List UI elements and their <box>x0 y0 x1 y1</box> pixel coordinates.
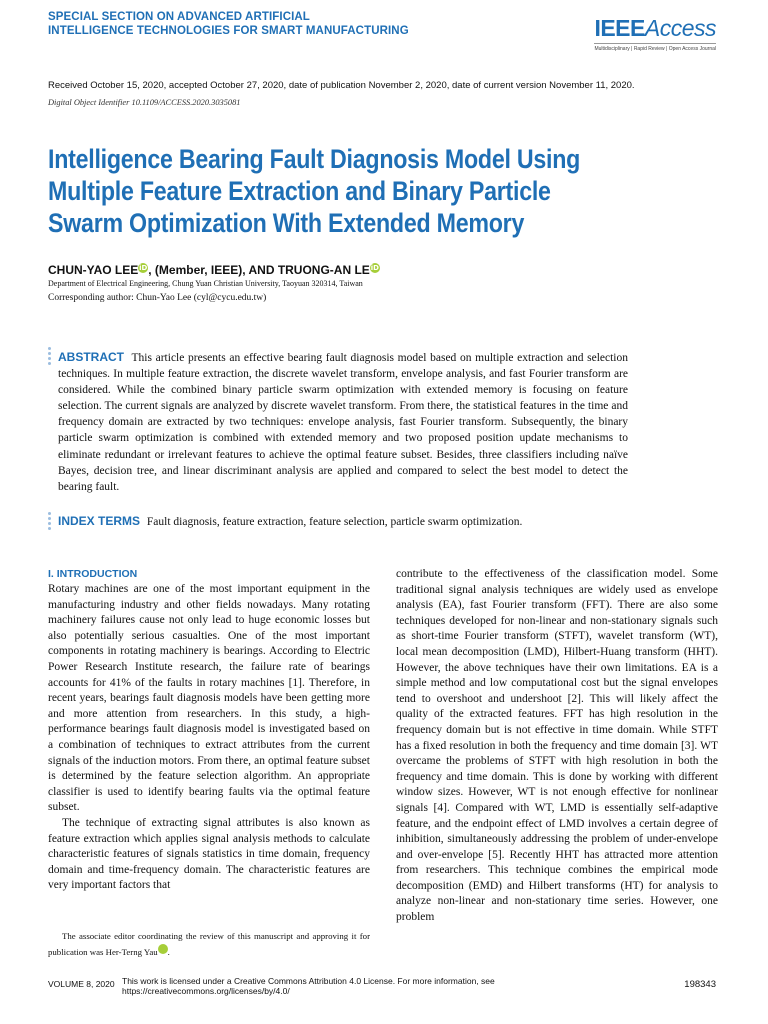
abstract-marker-icon <box>48 347 52 367</box>
author-name-1: CHUN-YAO LEE <box>48 263 139 277</box>
author-line-rest: , (Member, IEEE), AND TRUONG-AN LE <box>148 263 370 277</box>
body-column-right <box>396 567 718 926</box>
logo-italic-text: Access <box>644 15 716 41</box>
journal-logo-wordmark <box>594 16 716 40</box>
journal-logo <box>594 16 716 52</box>
index-terms <box>58 514 522 528</box>
index-terms-label: INDEX TERMS <box>58 514 141 528</box>
body-paragraph: contribute to the effectiveness of the classification model. Some traditional signal analysis techniques are widely used as envelope analysis (EA), fast Fourier transform (FFT). There are also some techniques developed for non-linear and non-stationary signals such as short-time Fourier transform (STFT), wavelet transform (WT), local mean decomposition (LMD), Hilbert-Huang transform (HHT). However, the above techniques have their own limitations. EA is a simple method and low computational cost but the signal envelopes tend to overshoot and undershoot [2]. This will likely affect the quality of the extracted features. FFT has high resolution in the frequency domain but is not effective in time domain. While STFT has a fixed resolution in both the frequency and time domain [3]. WT overcame the problems of STFT with high resolution in both the frequency and time domain. This is done by working with different window sizes. However, WT is not enough effective for nonlinear signals [4]. Compared with WT, LMD is essentially self-adaptive feature, and the endpoint effect of LMD involves a certain degree of inhibition, simultaneously addressing the problem of under-envelope and over-envelope [5]. Recently HHT has attracted more attention from researchers. This technique combines the empirical mode decomposition (EMD) and Hilbert transforms (HT) for analysis to analyze non-linear and non-stationary time series. However, one problem <box>396 568 718 924</box>
abstract-text: This article presents an effective bearing fault diagnosis model based on multiple extraction and selection techniques. In multiple feature extraction, the discrete wavelet transform, envelope analysis, and fast Fourier transform are considered. While the combined binary particle swarm optimization with extended memory is focusing on feature selection. The current signals are analyzed by discrete wavelet transform. From there, the statistical features in the time and frequency domain are extracted by two techniques: envelope analysis, fast Fourier transform. Subsequently, the binary particle swarm optimization is combined with extended memory and two proposed position update mechanisms to eliminate redundant or irrelevant features to achieve the optimal feature subset. Besides, three classifiers including naïve Bayes, decision tree, and linear discriminant analysis are applied and compared to select the best model to detect the bearing fault. <box>58 352 628 493</box>
abstract-label: ABSTRACT <box>58 350 124 364</box>
abstract <box>58 349 628 495</box>
section-heading: I. INTRODUCTION <box>48 568 138 580</box>
received-dates: Received October 15, 2020, accepted October 27, 2020, date of publication November 2, 2020, date of current version November 11, 2020. <box>48 80 635 91</box>
doi-line: Digital Object Identifier 10.1109/ACCESS.2020.3035081 <box>48 98 241 107</box>
special-section-line2: INTELLIGENCE TECHNOLOGIES FOR SMART MANUFACTURING <box>48 25 409 37</box>
affiliation: Department of Electrical Engineering, Chung Yuan Christian University, Taoyuan 320314, Taiwan <box>48 279 363 288</box>
orcid-icon[interactable]: iD <box>158 944 168 954</box>
page-number: 198343 <box>684 979 716 990</box>
corresponding-author: Corresponding author: Chun-Yao Lee (cyl@cycu.edu.tw) <box>48 293 267 303</box>
author-line <box>48 263 380 277</box>
logo-bold-text: IEEE <box>594 15 645 41</box>
special-section-banner <box>48 10 409 38</box>
body-paragraph: Rotary machines are one of the most important equipment in the manufacturing industry and other fields nowadays. Many rotating machinery failures cause not only lead to huge economic losses but also potentially serious casualties. One of the most important components in rotating machinery is bearings. According to Electric Power Research Institute research, the failure rate of bearings accounts for 41% of the faults in rotary machines [1]. Therefore, in recent years, bearings fault diagnosis models have been getting more and more attention from researchers. In this study, a high-performance bearings fault diagnosis model is investigated based on a combination of techniques to extract attributes from the current signals of the induction motors. From there, an optimal feature subset is determined by the feature selection algorithm. An appropriate classifier is used to identify bearing faults via the optimal feature subset. <box>48 583 370 814</box>
footnote-end: . <box>167 947 170 957</box>
orcid-icon[interactable]: iD <box>139 264 148 272</box>
body-paragraph: The technique of extracting signal attributes is also known as feature extraction which applies signal analysis methods to calculate characteristic features of signals statistics in time domain, frequency domain and time-frequency domain. The characteristic features are very important factors that <box>48 816 370 892</box>
journal-tagline: Multidisciplinary | Rapid Review | Open Access Journal <box>594 43 716 52</box>
footnote-text: The associate editor coordinating the review of this manuscript and approving it for publication was Her-Terng Yau <box>48 931 370 957</box>
index-terms-text: Fault diagnosis, feature extraction, feature selection, particle swarm optimization. <box>146 516 523 528</box>
body-column-left <box>48 567 370 894</box>
index-terms-marker-icon <box>48 512 52 532</box>
special-section-line1: SPECIAL SECTION ON ADVANCED ARTIFICIAL <box>48 11 310 23</box>
license-notice: This work is licensed under a Creative Commons Attribution 4.0 License. For more information, see https://creativecommons.org/licenses/by/4.0/ <box>122 976 495 996</box>
editor-footnote <box>48 928 370 960</box>
paper-title: Intelligence Bearing Fault Diagnosis Model Using Multiple Feature Extraction and Binary Particle Swarm Optimization With Extended Memory <box>48 144 581 238</box>
volume-label: VOLUME 8, 2020 <box>48 979 115 989</box>
orcid-icon[interactable]: iD <box>370 264 379 272</box>
